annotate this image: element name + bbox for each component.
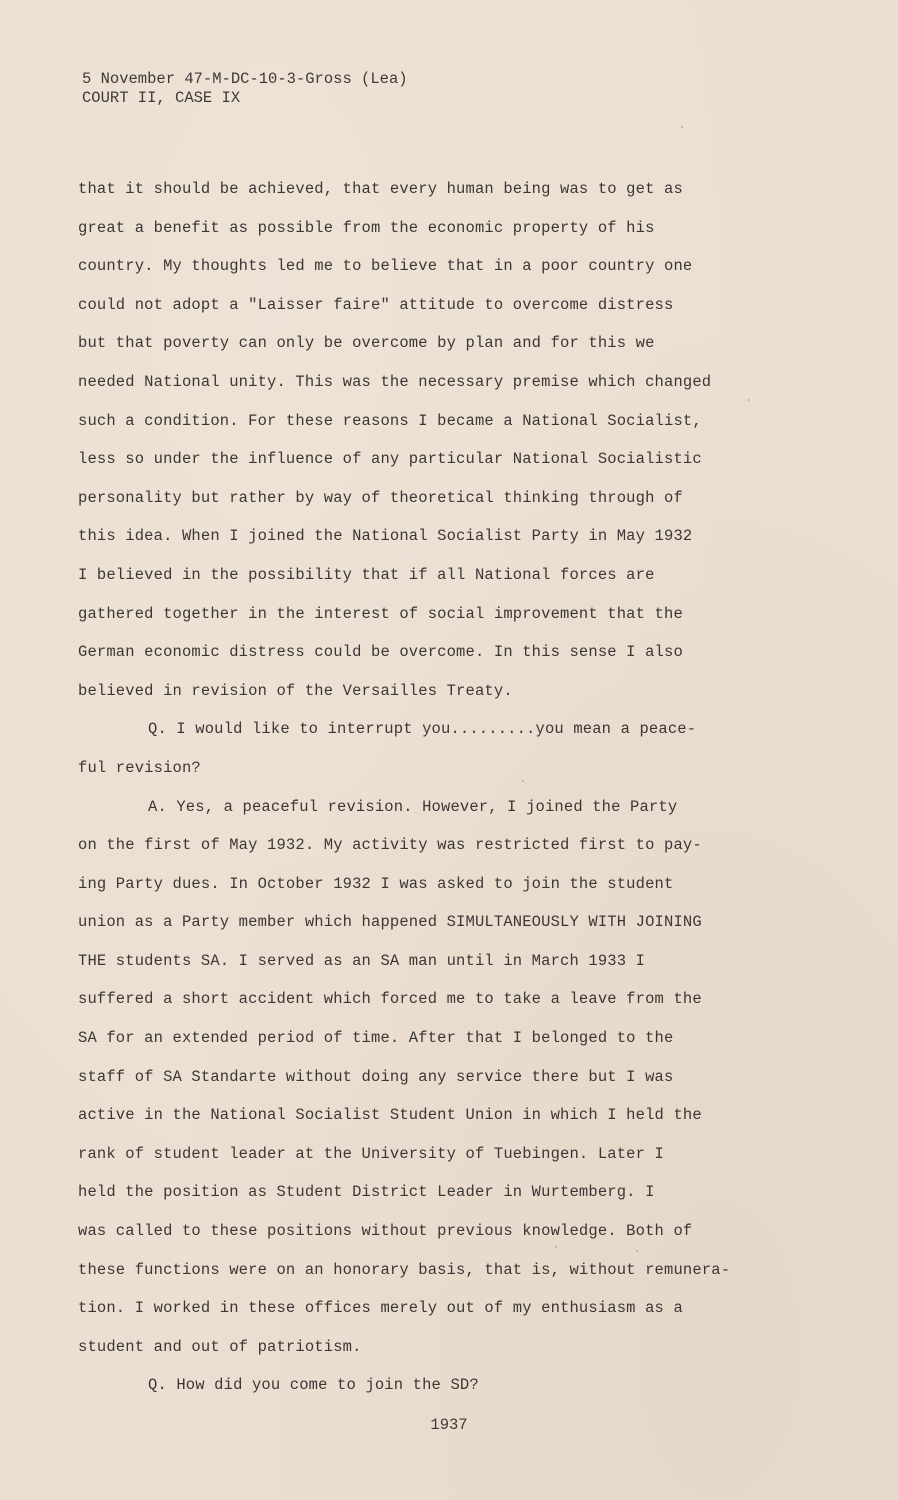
body-line: German economic distress could be overcome. In this sense I also (78, 643, 683, 662)
paper-speck (555, 1246, 557, 1248)
body-line: gathered together in the interest of social improvement that the (78, 604, 683, 623)
body-line: rank of student leader at the University of Tuebingen. Later I (78, 1144, 664, 1163)
body-line: ing Party dues. In October 1932 I was asked to join the student (78, 874, 674, 893)
paper-speck (636, 1250, 638, 1252)
body-line: personality but rather by way of theoretical thinking through of (78, 488, 683, 507)
body-line: union as a Party member which happened SIMULTANEOUSLY WITH JOINING (78, 913, 702, 932)
paper-speck (522, 780, 524, 782)
answer-line: A. Yes, a peaceful revision. However, I joined the Party (148, 797, 678, 816)
body-line: these functions were on an honorary basis, that is, without remunera- (78, 1260, 731, 1279)
body-line: THE students SA. I served as an SA man until in March 1933 I (78, 951, 646, 970)
body-line: needed National unity. This was the necessary premise which changed (78, 372, 712, 391)
body-line: country. My thoughts led me to believe that in a poor country one (78, 257, 693, 276)
paper-speck (748, 399, 750, 401)
body-line: tion. I worked in these offices merely out of my enthusiasm as a (78, 1299, 683, 1318)
body-line: student and out of patriotism. (78, 1337, 362, 1356)
question-line: Q. I would like to interrupt you.........you mean a peace- (148, 720, 697, 739)
body-line: great a benefit as possible from the economic property of his (78, 218, 655, 237)
header-court-case: COURT II, CASE IX (82, 89, 241, 107)
body-line: this idea. When I joined the National Socialist Party in May 1932 (78, 527, 693, 546)
header-date-reference: 5 November 47-M-DC-10-3-Gross (Lea) (82, 70, 408, 88)
body-line: held the position as Student District Leader in Wurtemberg. I (78, 1183, 655, 1202)
body-line: suffered a short accident which forced me to take a leave from the (78, 990, 702, 1009)
question-line: Q. How did you come to join the SD? (148, 1376, 479, 1395)
body-line: believed in revision of the Versailles Treaty. (78, 681, 513, 700)
page-number: 1937 (430, 1416, 468, 1434)
document-header (82, 70, 408, 108)
body-line: could not adopt a "Laisser faire" attitude to overcome distress (78, 295, 674, 314)
transcript-body (78, 170, 758, 1405)
body-line: was called to these positions without previous knowledge. Both of (78, 1222, 693, 1241)
body-line: SA for an extended period of time. After that I belonged to the (78, 1029, 674, 1048)
body-line: on the first of May 1932. My activity was restricted first to pay- (78, 836, 702, 855)
paper-speck (681, 126, 683, 128)
body-line: that it should be achieved, that every human being was to get as (78, 180, 683, 198)
body-line: staff of SA Standarte without doing any service there but I was (78, 1067, 674, 1086)
body-line: such a condition. For these reasons I became a National Socialist, (78, 411, 702, 430)
body-line: ful revision? (78, 758, 201, 777)
body-line: I believed in the possibility that if all National forces are (78, 565, 655, 584)
body-line: active in the National Socialist Student Union in which I held the (78, 1106, 702, 1125)
body-line: less so under the influence of any particular National Socialistic (78, 450, 702, 469)
body-line: but that poverty can only be overcome by plan and for this we (78, 334, 655, 353)
